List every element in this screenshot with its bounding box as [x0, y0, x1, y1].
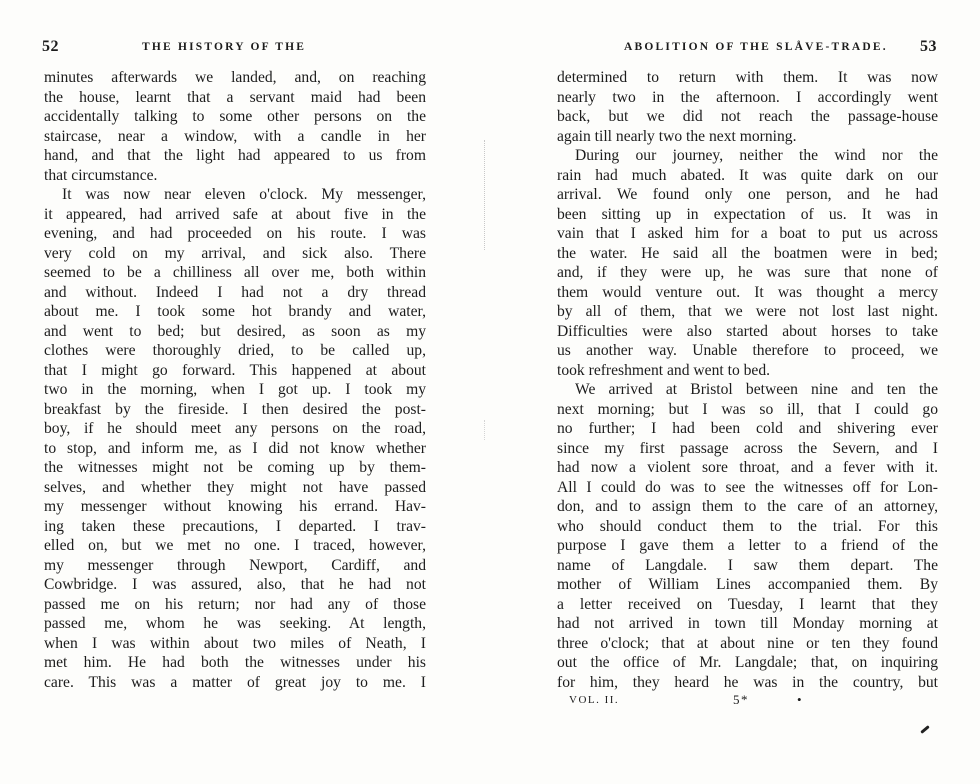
text-line: name of Langdale. I saw them depart. The	[557, 556, 938, 574]
text-line: next morning; but I was so ill, that I could go	[557, 400, 938, 418]
text-line: who should conduct them to the trial. For this	[557, 517, 938, 535]
text-line: by all of them, that we were not lost last night.	[557, 303, 938, 320]
text-line: boy, if he should meet any persons on the road,	[44, 420, 426, 437]
text-line: had not arrived in town till Monday morning at	[557, 615, 938, 632]
text-line: arrival. We found only one person, and he had	[557, 186, 938, 203]
text-line: don, and to assign them to the care of an attorney,	[557, 498, 938, 515]
text-line: us another way. Unable therefore to proceed, we	[557, 342, 938, 359]
text-line: Cowbridge. I was assured, also, that he had not	[44, 576, 426, 593]
text-line: and without. Indeed I had not a dry thread	[44, 283, 426, 301]
text-line: three o'clock; that at about nine or ten they found	[557, 634, 938, 652]
text-line: and went to bed; but desired, as soon as my	[44, 322, 426, 340]
text-line: All I could do was to see the witnesses off for Lon-	[557, 478, 938, 496]
gutter-divider	[484, 420, 486, 440]
text-line: back, but we did not reach the passage-house	[557, 108, 938, 125]
text-line: about me. I took some hot brandy and water,	[44, 303, 426, 320]
text-line: since my first passage across the Severn, and I	[557, 439, 938, 457]
text-line: We arrived at Bristol between nine and ten the	[575, 381, 938, 398]
text-line: hand, and that the light had appeared to us from	[44, 147, 426, 164]
left-page-text	[44, 68, 426, 692]
text-line: purpose I gave them a letter to a friend of the	[557, 537, 938, 554]
footer-volume: VOL. II.	[569, 694, 620, 706]
text-line: again till nearly two the next morning.	[557, 127, 797, 145]
text-line: care. This was a matter of great joy to me. I	[44, 673, 426, 691]
text-line: that circumstance.	[44, 166, 158, 184]
right-page-text	[557, 68, 938, 692]
left-running-head: THE HISTORY OF THE	[142, 41, 307, 53]
right-page-number: 53	[920, 38, 937, 55]
text-line: It was now near eleven o'clock. My messenger,	[62, 186, 426, 203]
text-line: Difficulties were also started about horses to take	[557, 322, 938, 340]
page-footer	[569, 694, 819, 710]
text-line: when I was within about two miles of Neath, I	[44, 634, 426, 652]
text-line: staircase, near a window, with a candle in her	[44, 127, 426, 145]
text-line: to stop, and inform me, as I did not know whether	[44, 439, 426, 457]
text-line: ing taken these precautions, I departed. I trav-	[44, 517, 426, 535]
text-line: had now a violent sore throat, and a fever with it.	[557, 459, 938, 476]
text-line: passed me on his return; nor had any of those	[44, 595, 426, 613]
text-line: elled on, but we met no one. I traced, however,	[44, 537, 426, 554]
text-line: my messenger through Newport, Cardiff, and	[44, 556, 426, 574]
text-line: rain had much abated. It was quite dark on our	[557, 166, 938, 184]
right-running-head: ABOLITION OF THE SLÅVE-TRADE.	[624, 41, 888, 53]
text-line: no further; I had been cold and shivering ever	[557, 420, 938, 437]
text-line: a letter received on Tuesday, I learnt that they	[557, 595, 938, 613]
text-line: two in the morning, when I got up. I took my	[44, 381, 426, 398]
text-line: my messenger without knowing his errand. Hav-	[44, 498, 426, 515]
text-line: the house, learnt that a servant maid had been	[44, 88, 426, 106]
text-line: nearly two in the afternoon. I accordingly went	[557, 88, 938, 106]
text-line: the water. He said all the boatmen were in bed;	[557, 244, 938, 262]
text-line: evening, and had proceeded on his route. I was	[44, 225, 426, 242]
text-line: passed me, whom he was seeking. At length,	[44, 615, 426, 632]
right-page	[490, 0, 980, 784]
left-page-number: 52	[42, 38, 59, 55]
text-line: mother of William Lines accompanied them. By	[557, 576, 938, 593]
footer-mark: •	[797, 692, 804, 707]
text-line: for him, they heard he was in the country, but	[557, 673, 938, 691]
footer-signature: 5*	[733, 692, 749, 707]
text-line: took refreshment and went to bed.	[557, 361, 771, 379]
text-line: accidentally talking to some other persons on the	[44, 108, 426, 125]
text-line: the witnesses might not be coming up by them-	[44, 459, 426, 476]
text-line: very cold on my arrival, and sick also. There	[44, 244, 426, 262]
text-line: seemed to be a chilliness all over me, both within	[44, 264, 426, 281]
text-line: During our journey, neither the wind nor the	[575, 147, 938, 164]
text-line: and, if they were up, he was sure that none of	[557, 264, 938, 281]
text-line: vain that I asked him for a boat to put us across	[557, 225, 938, 242]
text-line: selves, and whether they might not have passed	[44, 478, 426, 496]
text-line: met him. He had both the witnesses under his	[44, 654, 426, 671]
text-line: breakfast by the fireside. I then desired the post-	[44, 400, 426, 418]
text-line: that I might go forward. This happened at about	[44, 361, 426, 379]
text-line: them would venture out. It was thought a mercy	[557, 283, 938, 301]
text-line: minutes afterwards we landed, and, on reaching	[44, 69, 426, 86]
text-line: been sitting up in expectation of us. It was in	[557, 205, 938, 223]
text-line: clothes were thoroughly dried, to be called up,	[44, 342, 426, 359]
text-line: out the office of Mr. Langdale; that, on inquiring	[557, 654, 938, 671]
gutter-divider	[484, 140, 486, 250]
text-line: determined to return with them. It was now	[557, 69, 938, 86]
text-line: it appeared, had arrived safe at about five in the	[44, 205, 426, 223]
